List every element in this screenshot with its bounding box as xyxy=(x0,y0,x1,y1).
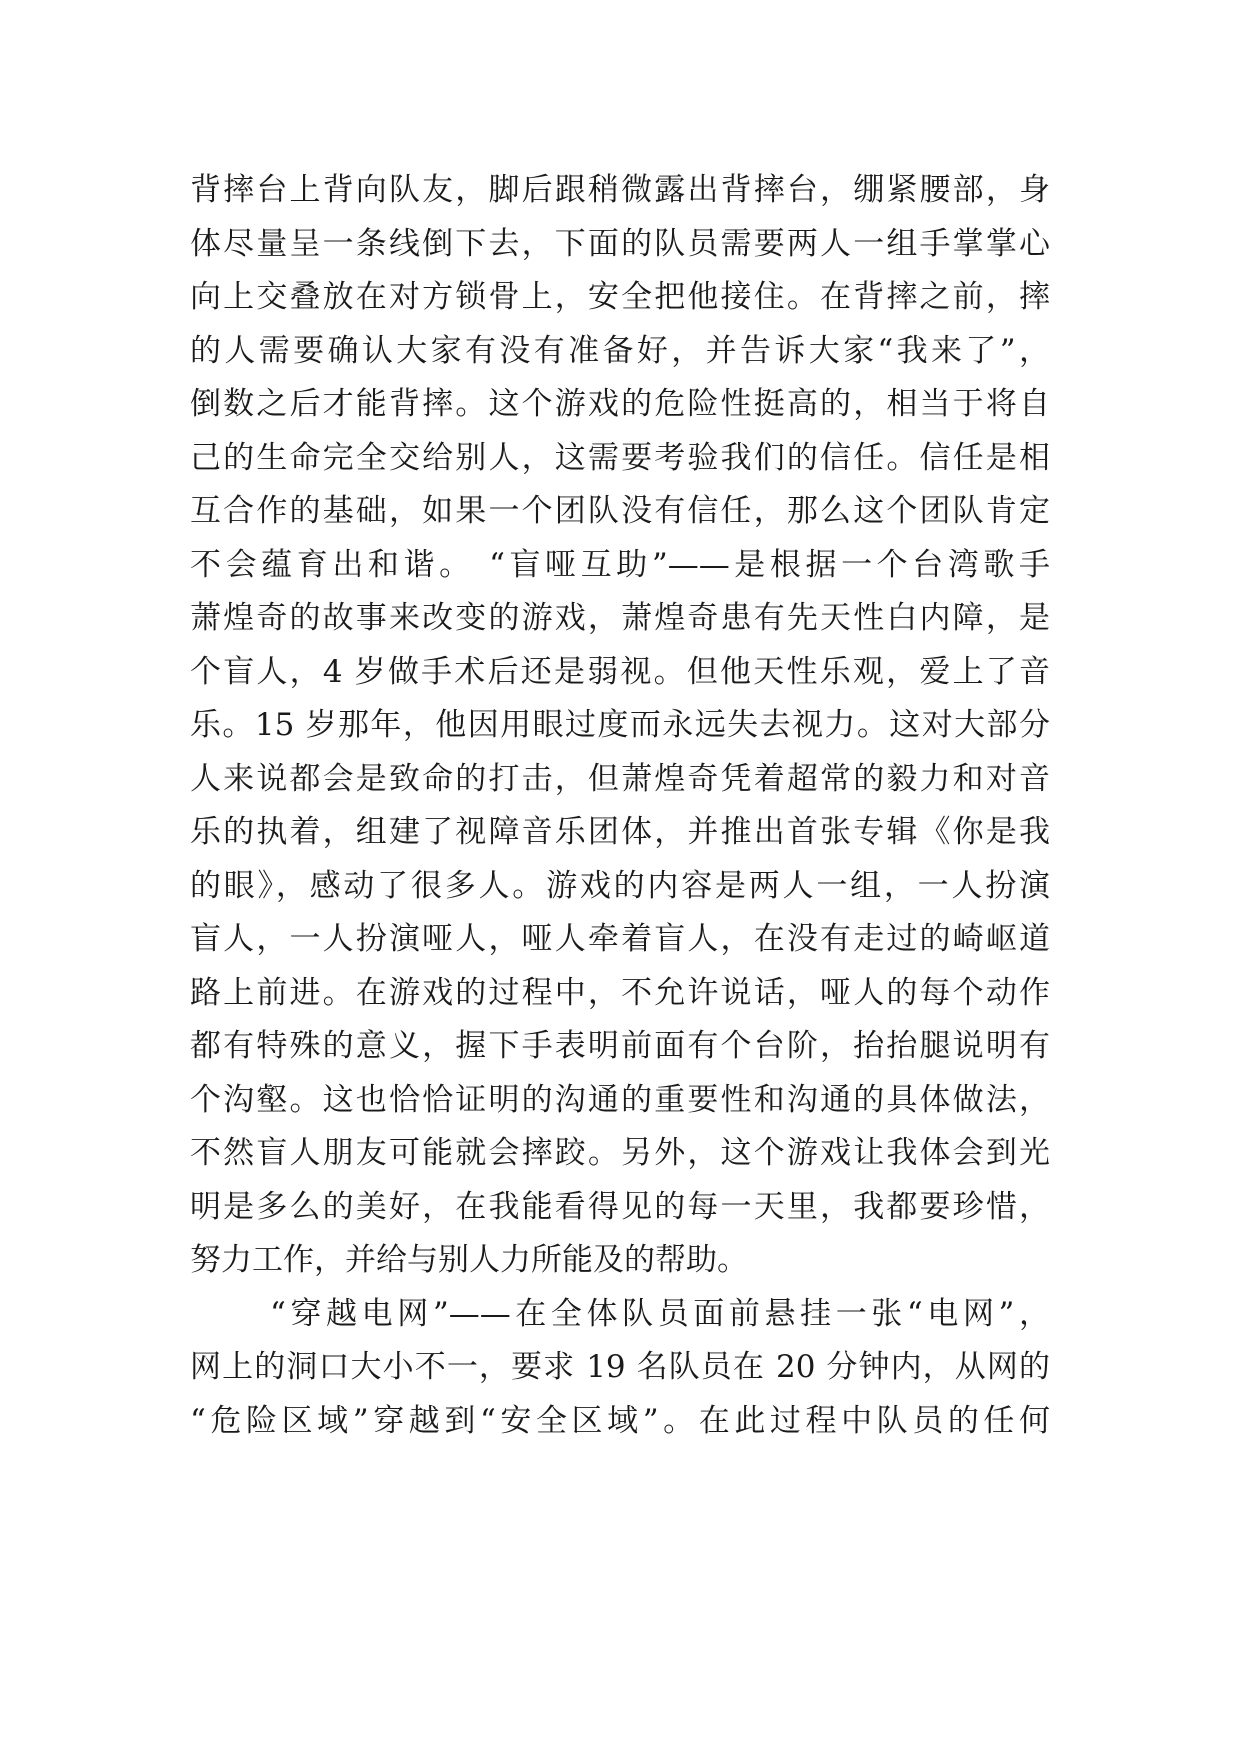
text-line: “危险区域”穿越到“安全区域”。在此过程中队员的任何 xyxy=(190,1402,1050,1439)
text-line: 乐。15 岁那年，他因用眼过度而永远失去视力。这对大部分 xyxy=(190,707,1050,743)
text-line: 人来说都会是致命的打击，但萧煌奇凭着超常的毅力和对音 xyxy=(190,760,1050,797)
text-line: 盲人，一人扮演哑人，哑人牵着盲人，在没有走过的崎岖道 xyxy=(190,921,1050,957)
text-line: 明是多么的美好，在我能看得见的每一天里，我都要珍惜， xyxy=(190,1188,1050,1225)
text-line: 不会蕴育出和谐。 “盲哑互助”——是根据一个台湾歌手 xyxy=(190,546,1050,583)
text-line: 不然盲人朋友可能就会摔跤。另外，这个游戏让我体会到光 xyxy=(190,1135,1050,1171)
text-line: 背摔台上背向队友，脚后跟稍微露出背摔台，绷紧腰部，身 xyxy=(190,172,1050,208)
text-line: 向上交叠放在对方锁骨上，安全把他接住。在背摔之前，摔 xyxy=(190,279,1050,315)
text-line: 网上的洞口大小不一，要求 19 名队员在 20 分钟内，从网的 xyxy=(190,1349,1050,1385)
text-line: 乐的执着，组建了视障音乐团体，并推出首张专辑《你是我 xyxy=(190,814,1050,850)
paragraph-1 xyxy=(190,164,1050,1288)
text-line: 己的生命完全交给别人，这需要考验我们的信任。信任是相 xyxy=(190,439,1050,476)
text-line: 的人需要确认大家有没有准备好，并告诉大家“我来了”， xyxy=(190,332,1050,369)
text-line: 都有特殊的意义，握下手表明前面有个台阶，抬抬腿说明有 xyxy=(190,1028,1050,1064)
text-line: 倒数之后才能背摔。这个游戏的危险性挺高的，相当于将自 xyxy=(190,386,1050,422)
paragraph-2 xyxy=(190,1288,1050,1449)
document-body xyxy=(190,164,1050,1448)
text-line: 体尽量呈一条线倒下去，下面的队员需要两人一组手掌掌心 xyxy=(190,225,1050,262)
text-line: 努力工作，并给与别人力所能及的帮助。 xyxy=(190,1242,748,1278)
text-line: 个盲人，4 岁做手术后还是弱视。但他天性乐观，爱上了音 xyxy=(190,653,1050,690)
text-line: 萧煌奇的故事来改变的游戏，萧煌奇患有先天性白内障，是 xyxy=(190,600,1050,636)
text-line: “穿越电网”——在全体队员面前悬挂一张“电网”， xyxy=(270,1295,1051,1332)
text-line: 的眼》，感动了很多人。游戏的内容是两人一组，一人扮演 xyxy=(190,867,1050,904)
text-line: 个沟壑。这也恰恰证明的沟通的重要性和沟通的具体做法， xyxy=(190,1081,1050,1118)
text-line: 互合作的基础，如果一个团队没有信任，那么这个团队肯定 xyxy=(190,493,1050,529)
text-line: 路上前进。在游戏的过程中，不允许说话，哑人的每个动作 xyxy=(190,974,1050,1011)
